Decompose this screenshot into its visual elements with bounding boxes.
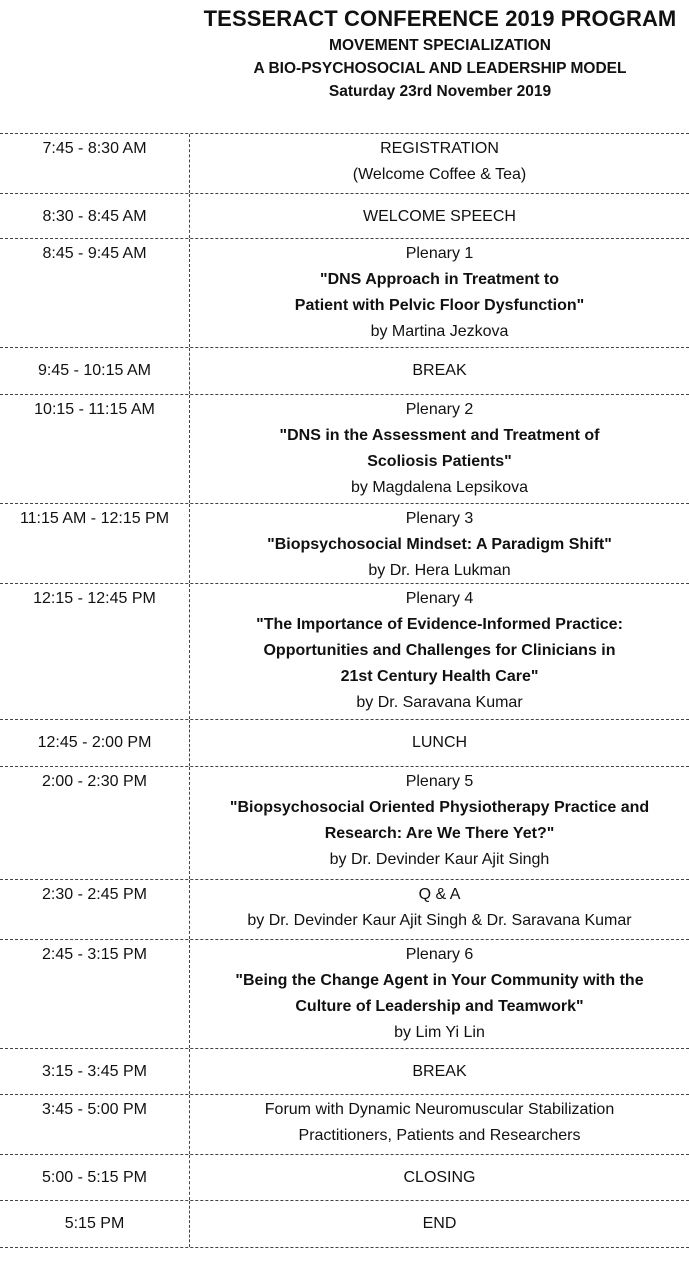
session-details [190, 194, 689, 238]
session-time: 2:00 - 2:30 PM [0, 767, 190, 879]
session-topic: "DNS Approach in Treatment to [319, 271, 559, 288]
program-model: A BIO-PSYCHOSOCIAL AND LEADERSHIP MODEL [253, 60, 627, 77]
session-line: (Welcome Coffee & Tea) [352, 166, 527, 183]
session-details [190, 767, 689, 879]
session-topic: Patient with Pelvic Floor Dysfunction" [294, 297, 585, 314]
schedule-row [0, 134, 689, 194]
session-topic: Scoliosis Patients" [367, 453, 512, 470]
session-time: 7:45 - 8:30 AM [0, 134, 190, 193]
session-topic: 21st Century Health Care" [340, 668, 539, 685]
session-line: by Dr. Saravana Kumar [356, 694, 523, 711]
session-line: by Martina Jezkova [370, 323, 509, 340]
session-details [190, 134, 689, 193]
schedule-row [0, 880, 689, 940]
session-details [190, 504, 689, 583]
session-details [190, 239, 689, 347]
schedule-row [0, 504, 689, 584]
session-time: 2:45 - 3:15 PM [0, 940, 190, 1048]
schedule-row [0, 239, 689, 348]
schedule-row [0, 395, 689, 504]
schedule-row [0, 584, 689, 720]
schedule-row [0, 1095, 689, 1155]
schedule-row [0, 1155, 689, 1201]
session-line: Plenary 2 [405, 401, 474, 418]
session-time: 5:15 PM [0, 1201, 190, 1247]
schedule-row [0, 767, 689, 880]
session-line: Forum with Dynamic Neuromuscular Stabilization [264, 1101, 615, 1118]
schedule-row [0, 348, 689, 395]
session-line: by Dr. Hera Lukman [368, 562, 511, 579]
program-title: TESSERACT CONFERENCE 2019 PROGRAM [203, 6, 677, 31]
session-topic: "Biopsychosocial Mindset: A Paradigm Shift" [267, 536, 612, 553]
session-line: BREAK [412, 362, 467, 379]
session-line: END [422, 1215, 457, 1232]
session-topic: Culture of Leadership and Teamwork" [295, 998, 584, 1015]
session-details [190, 1201, 689, 1247]
session-details [190, 348, 689, 394]
session-details [190, 720, 689, 766]
session-line: BREAK [412, 1063, 467, 1080]
session-topic: "Biopsychosocial Oriented Physiotherapy Practice and [229, 799, 650, 816]
session-line: by Dr. Devinder Kaur Ajit Singh & Dr. Saravana Kumar [247, 912, 632, 929]
schedule-row [0, 1201, 689, 1248]
session-line: by Magdalena Lepsikova [350, 479, 528, 496]
session-time: 2:30 - 2:45 PM [0, 880, 190, 939]
schedule-row [0, 720, 689, 767]
session-time: 8:45 - 9:45 AM [0, 239, 190, 347]
session-time: 9:45 - 10:15 AM [0, 348, 190, 394]
session-line: LUNCH [411, 734, 468, 751]
session-topic: Opportunities and Challenges for Clinicians in [263, 642, 616, 659]
session-line: by Lim Yi Lin [394, 1024, 485, 1041]
program-date: Saturday 23rd November 2019 [328, 83, 552, 100]
session-details [190, 1155, 689, 1200]
session-time: 12:15 - 12:45 PM [0, 584, 190, 719]
session-line: Plenary 1 [405, 245, 474, 262]
session-details [190, 395, 689, 503]
program-header [190, 4, 689, 103]
session-time: 3:15 - 3:45 PM [0, 1049, 190, 1094]
session-topic: Research: Are We There Yet?" [324, 825, 555, 842]
session-time: 3:45 - 5:00 PM [0, 1095, 190, 1154]
session-line: Q & A [418, 886, 461, 903]
session-topic: "The Importance of Evidence-Informed Practice: [256, 616, 623, 633]
schedule-row [0, 940, 689, 1049]
session-line: Plenary 6 [405, 946, 474, 963]
session-line: CLOSING [403, 1169, 476, 1186]
schedule-row [0, 194, 689, 239]
schedule-row [0, 1049, 689, 1095]
session-details [190, 1095, 689, 1154]
session-time: 10:15 - 11:15 AM [0, 395, 190, 503]
session-line: WELCOME SPEECH [363, 208, 516, 225]
session-line: Plenary 5 [405, 773, 474, 790]
session-details [190, 584, 689, 719]
session-details [190, 880, 689, 939]
program-track: MOVEMENT SPECIALIZATION [329, 37, 551, 54]
session-time: 5:00 - 5:15 PM [0, 1155, 190, 1200]
session-details [190, 940, 689, 1048]
session-topic: "DNS in the Assessment and Treatment of [279, 427, 600, 444]
session-line: REGISTRATION [380, 140, 499, 157]
session-time: 12:45 - 2:00 PM [0, 720, 190, 766]
session-time: 11:15 AM - 12:15 PM [0, 504, 190, 583]
session-line: Plenary 4 [405, 590, 474, 607]
session-line: Plenary 3 [405, 510, 474, 527]
session-line: Practitioners, Patients and Researchers [298, 1127, 581, 1144]
session-time: 8:30 - 8:45 AM [0, 194, 190, 238]
schedule-table [0, 133, 689, 1248]
session-line: by Dr. Devinder Kaur Ajit Singh [329, 851, 550, 868]
session-topic: "Being the Change Agent in Your Community with the [235, 972, 644, 989]
session-details [190, 1049, 689, 1094]
